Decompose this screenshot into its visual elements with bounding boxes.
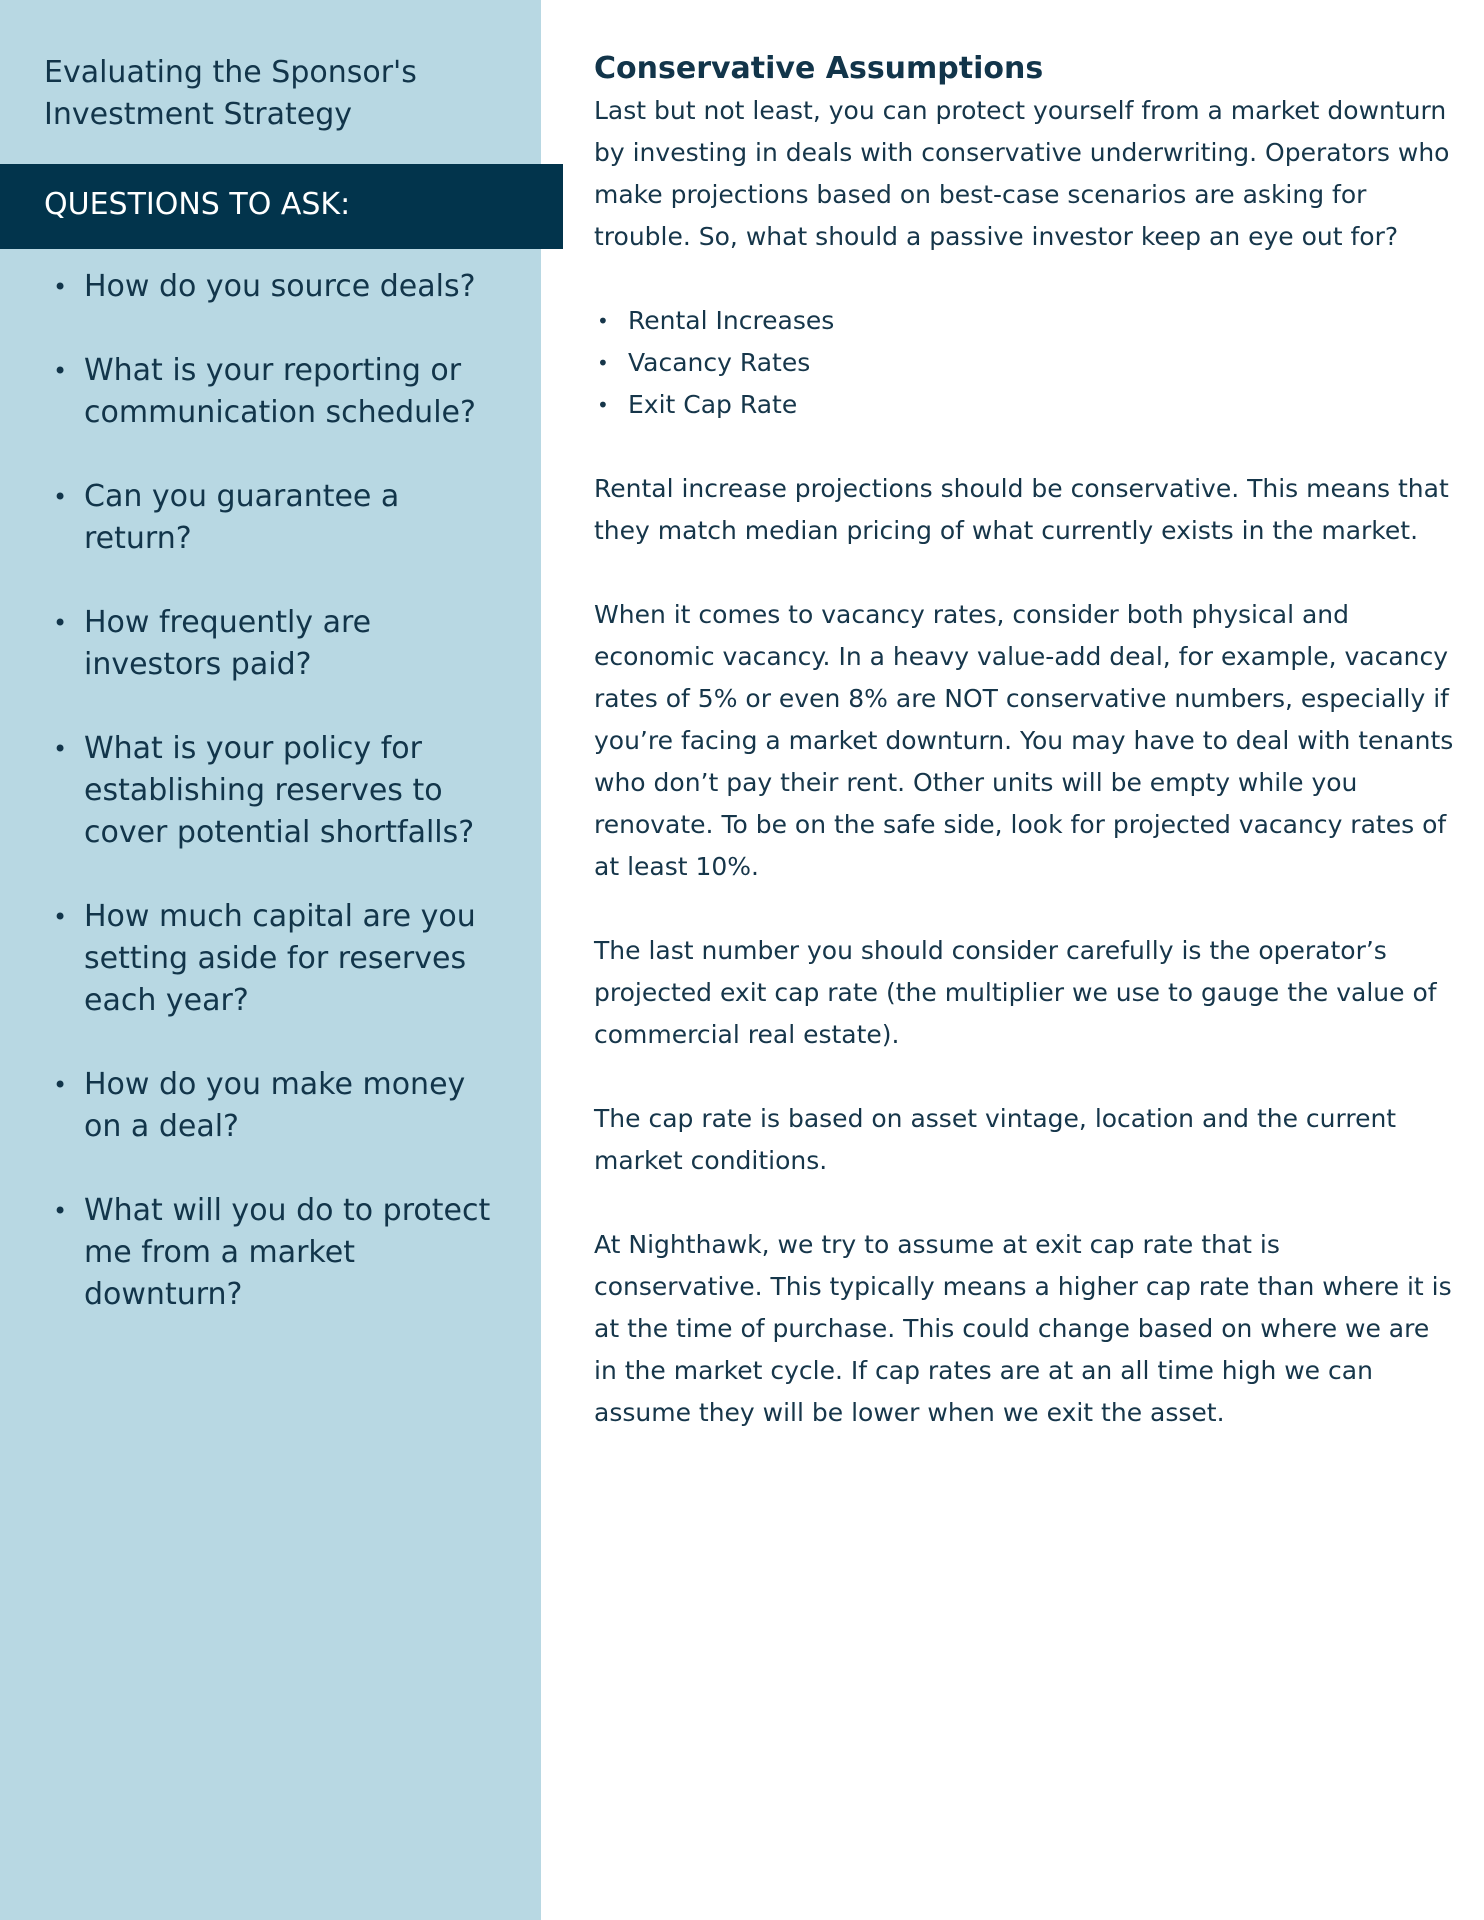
assumption-text: Rental Increases: [628, 306, 835, 335]
section-heading: Conservative Assumptions: [594, 51, 1044, 86]
question-item: [53, 266, 504, 308]
cap-rate-basis-paragraph: The cap rate is based on asset vintage, location and the current market conditions.: [594, 1104, 1397, 1175]
question-item: [53, 476, 504, 560]
question-item: [53, 728, 504, 854]
bullet-icon: •: [53, 273, 68, 301]
assumption-text: Vacancy Rates: [628, 348, 811, 377]
bullet-icon: •: [53, 609, 68, 637]
sidebar-title: Evaluating the Sponsor's Investment Strategy: [44, 55, 417, 132]
question-text: How do you source deals?: [84, 269, 476, 304]
question-item: [53, 350, 504, 434]
bullet-icon: •: [53, 1197, 68, 1225]
bullet-icon: •: [53, 483, 68, 511]
bullet-icon: •: [53, 357, 68, 385]
question-text: What is your reporting or communication schedule?: [84, 353, 476, 430]
intro-paragraph: Last but not least, you can protect yourself from a market downturn by investing in deals with conservative underwriting. Operators who make projections based on best-case scenarios are asking for trouble. So, what should a passive investor keep an eye out for?: [594, 96, 1450, 251]
nighthawk-paragraph: At Nighthawk, we try to assume at exit cap rate that is conservative. This typically means a higher cap rate than where it is at the time of purchase. This could change based on where we are in the market cycle. If cap rates are at an all time high we can assume they will be lower when we exit the asset.: [594, 1230, 1452, 1427]
question-text: How much capital are you setting aside for reserves each year?: [84, 899, 476, 1018]
question-item: [53, 896, 504, 1022]
assumption-item: [594, 300, 1454, 342]
assumption-list: [594, 300, 1454, 426]
bullet-icon: •: [597, 351, 609, 375]
question-text: Can you guarantee a return?: [84, 479, 400, 556]
bullet-icon: •: [597, 393, 609, 417]
question-item: [53, 1064, 504, 1148]
rental-increase-paragraph: Rental increase projections should be conservative. This means that they match median pricing of what currently exists in the market.: [594, 474, 1449, 545]
question-text: What will you do to protect me from a market downturn?: [84, 1193, 491, 1312]
vacancy-rates-paragraph: When it comes to vacancy rates, consider both physical and economic vacancy. In a heavy value-add deal, for example, vacancy rates of 5% or even 8% are NOT conservative numbers, especially if you’re facing a market downturn. You may have to deal with tenants who don’t pay their rent. Other units will be empty while you renovate. To be on the safe side, look for projected vacancy rates of at least 10%.: [594, 600, 1454, 881]
bullet-icon: •: [597, 309, 609, 333]
exit-cap-rate-paragraph: The last number you should consider carefully is the operator’s projected exit cap rate (the multiplier we use to gauge the value of commercial real estate).: [594, 936, 1437, 1049]
bullet-icon: •: [53, 1071, 68, 1099]
question-item: [53, 602, 504, 686]
bullet-icon: •: [53, 903, 68, 931]
main-content: [594, 48, 1454, 1434]
question-item: [53, 1190, 504, 1316]
bullet-icon: •: [53, 735, 68, 763]
assumption-item: [594, 342, 1454, 384]
assumption-item: [594, 384, 1454, 426]
sidebar-panel: [0, 0, 541, 1920]
question-list: [0, 266, 541, 1358]
questions-heading: QUESTIONS TO ASK:: [44, 187, 351, 222]
question-text: How frequently are investors paid?: [84, 605, 372, 682]
assumption-text: Exit Cap Rate: [628, 390, 798, 419]
questions-banner: [0, 164, 563, 249]
question-text: What is your policy for establishing reserves to cover potential shortfalls?: [84, 731, 475, 850]
question-text: How do you make money on a deal?: [84, 1067, 466, 1144]
